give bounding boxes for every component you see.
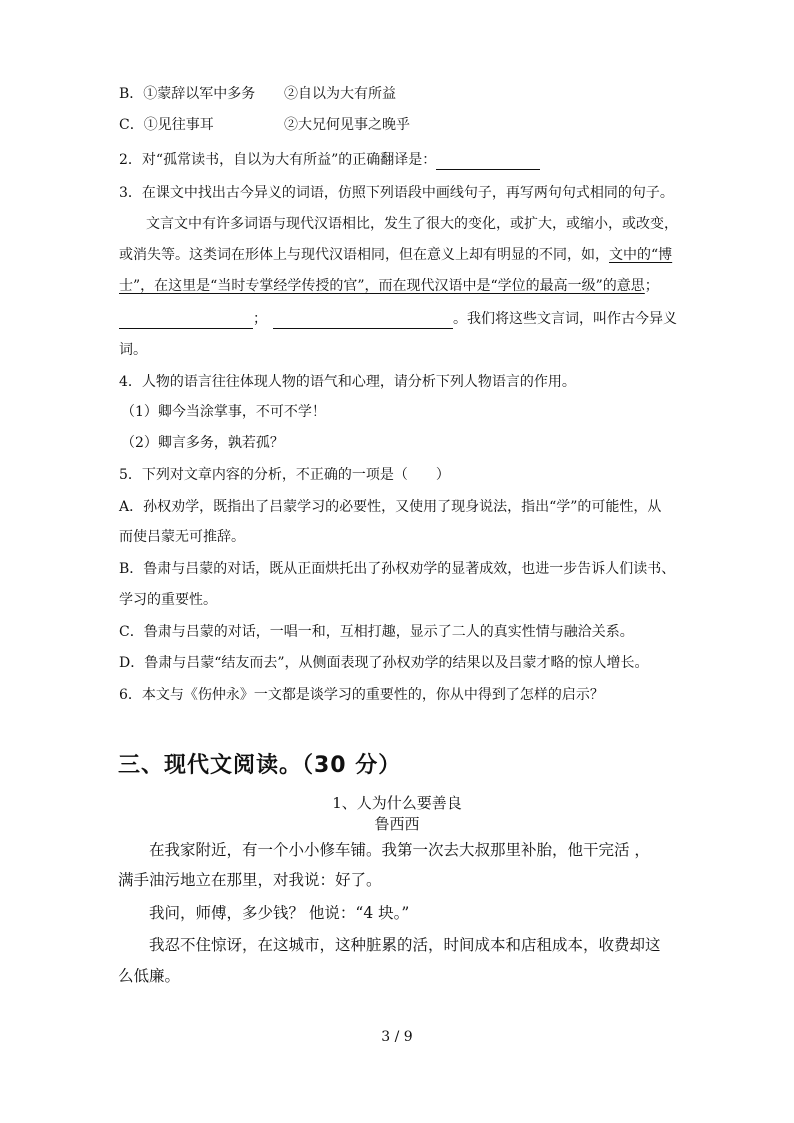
passage-line2-plain: 或消失等。这类词在形体上与现代汉语相同，但在意义上却有明显的不同，如，: [119, 247, 609, 263]
question-4: 4．人物的语言往往体现人物的语气和心理，请分析下列人物语言的作用。: [119, 374, 576, 390]
question-5: 5．下列对文章内容的分析，不正确的一项是（ ）: [119, 467, 450, 483]
question-5-option-b-line1: B．鲁肃与吕蒙的对话，既从正面烘托出了孙权劝学的显著成效，也进一步告诉人们读书、: [119, 561, 676, 577]
question-5-option-b-line2: 学习的重要性。: [119, 592, 217, 608]
question-5-option-d: D．鲁肃与吕蒙“结友而去”，从侧面表现了孙权劝学的结果以及吕蒙才略的惊人增长。: [119, 655, 649, 671]
question-3-passage-line1: 文言文中有许多词语与现代汉语相比，发生了很大的变化，或扩大，或缩小，或改变，: [146, 216, 678, 232]
article-author: 鲁西西: [374, 815, 420, 833]
option-c-label: C．: [119, 117, 144, 133]
question-3-blank-1[interactable]: [119, 313, 253, 329]
option-c-item1: ①见往事耳: [143, 117, 214, 133]
article-paragraph-1-line1: 在我家附近，有一个小小修车铺。我第一次去大叔那里补胎，他干完活 ，: [149, 841, 650, 859]
question-3-passage-line2: [119, 245, 682, 265]
article-title: 1、人为什么要善良: [332, 794, 462, 812]
question-3-passage-line5: 词。: [119, 342, 147, 358]
question-6: 6．本文与《伤仲永》一文都是谈学习的重要性的，你从中得到了怎样的启示？: [119, 687, 604, 703]
question-5-option-a-line1: A．孙权劝学，既指出了吕蒙学习的必要性，又使用了现身说法，指出“学”的可能性，从: [119, 499, 662, 515]
option-b-item2: ②自以为大有所益: [284, 86, 396, 102]
option-b-item1: ①蒙辞以军中多务: [143, 86, 256, 102]
question-5-option-c: C．鲁肃与吕蒙的对话，一唱一和，互相打趣，显示了二人的真实性情与融洽关系。: [119, 624, 634, 640]
question-2-answer-blank[interactable]: [436, 154, 540, 170]
article-paragraph-3-line2: 么低廉。: [118, 967, 181, 985]
question-5-option-a-line2: 而使吕蒙无可推辞。: [119, 529, 245, 545]
question-3-passage-line3: [119, 276, 682, 296]
passage-line4-tail: 。我们将这些文言词，叫作古今异义: [453, 311, 677, 327]
article-paragraph-1-line2: 满手油污地立在那里，对我说：好了。: [118, 871, 382, 889]
passage-line2-underlined: 文中的“博: [609, 247, 673, 263]
page-number: 3 / 9: [381, 1029, 413, 1045]
option-b-label: B．: [119, 86, 144, 102]
section-3-title: 三、现代文阅读。（30 分）: [118, 753, 402, 778]
option-c-item2: ②大兄何见事之晚乎: [284, 117, 410, 133]
passage-line4-sep: ；: [253, 311, 267, 327]
passage-line3-tail: ；: [644, 278, 659, 294]
question-2: [119, 150, 682, 170]
article-paragraph-3-line1: 我忍不住惊讶，在这城市，这种脏累的活，时间成本和店租成本，收费却这: [149, 936, 661, 954]
passage-line3-underlined: 士”，在这里是“当时专掌经学传授的官”，而在现代汉语中是“学位的最高一级”的意思: [119, 278, 645, 294]
article-paragraph-2-line1: 我问，师傅，多少钱？ 他说：“4 块。”: [149, 904, 410, 922]
question-3-blank-2[interactable]: [273, 313, 453, 329]
question-4-sub-1: （1）卿今当涂掌事，不可不学！: [121, 404, 326, 420]
option-b-row: [119, 84, 682, 104]
question-2-text: 2．对“孤常读书，自以为大有所益”的正确翻译是：: [119, 152, 437, 168]
question-3-passage-line4: [119, 309, 682, 329]
question-4-sub-2: （2）卿言多务，孰若孤？: [121, 435, 284, 451]
question-3: 3．在课文中找出古今异义的词语，仿照下列语段中画线句子，再写两句句式相同的句子。: [119, 185, 674, 201]
